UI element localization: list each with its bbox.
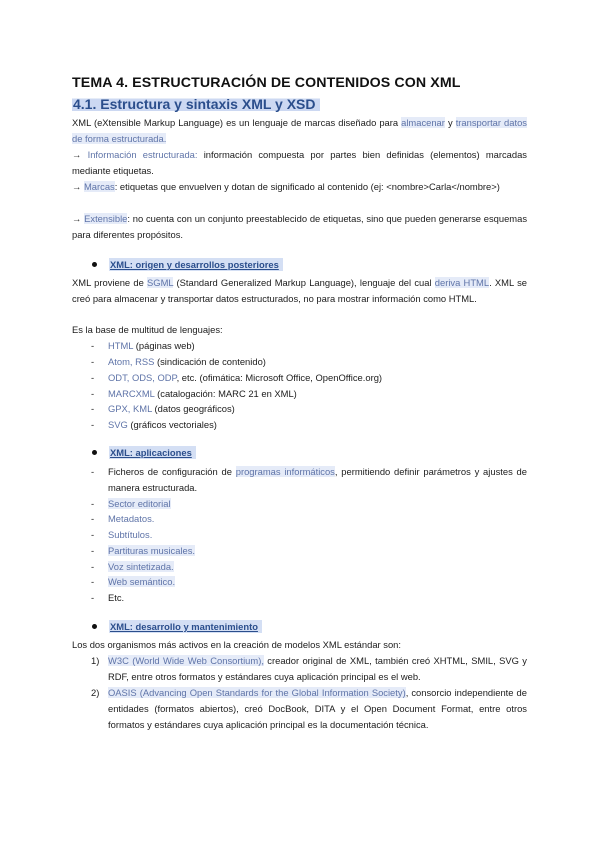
intro-text: : no cuenta con un conjunto preestablecido de etiquetas, sino que pueden generarse esquemas para diferentes propósitos. — [72, 213, 528, 240]
intro-marcas-paragraph — [72, 179, 527, 195]
numbered-item-text: creador original de XML, también creó XHTML, SMIL, SVG y RDF, entre otros formatos y estándares cuya aplicación principal es el web. — [108, 655, 527, 682]
list-item-highlight: MARCXML — [108, 388, 155, 399]
highlight-almacenar: almacenar — [401, 117, 445, 128]
list-item-highlight: Sector editorial — [108, 498, 171, 509]
organismos-intro: Los dos organismos más activos en la creación de modelos XML estándar son: — [72, 639, 401, 650]
list-item-text: (catalogación: MARC 21 en XML) — [154, 388, 297, 399]
intro-text: : etiquetas que envuelven y dotan de significado al contenido (ej: <nombre>Carla</nombre>) — [114, 181, 500, 192]
intro-info-paragraph — [72, 147, 527, 179]
list-item-text: (páginas web) — [133, 340, 195, 351]
item-number: 2) — [91, 687, 100, 698]
section-heading-label: XML: origen y desarrollos posteriores — [109, 258, 283, 271]
section-heading-label: XML: aplicaciones — [109, 446, 196, 459]
highlight-marcas: Marcas — [83, 181, 115, 192]
bullet-icon — [92, 450, 97, 455]
origen-paragraph — [72, 275, 527, 307]
highlight-sgml: SGML — [147, 277, 174, 288]
bullet-icon — [92, 262, 97, 267]
origen-text: (Standard Generalized Markup Language), lenguaje del cual — [173, 277, 435, 288]
list-item-highlight: Partituras musicales. — [108, 545, 196, 556]
list-item-highlight: Subtítulos. — [108, 529, 153, 540]
highlight-extensible: Extensible — [84, 213, 128, 224]
intro-text: y — [444, 117, 456, 128]
list-item-text: (datos geográficos) — [151, 403, 235, 414]
list-item-text: (sindicación de contenido) — [154, 356, 266, 367]
highlight-deriva-html: deriva HTML — [434, 277, 490, 288]
intro-xml-paragraph — [72, 115, 527, 147]
intro-extensible-paragraph — [72, 211, 527, 243]
section-origen-heading — [92, 259, 283, 270]
highlight-transportar: transportar datos de forma estructurada. — [72, 117, 527, 144]
list-item-text: (gráficos vectoriales) — [127, 419, 217, 430]
languages-intro: Es la base de multitud de lenguajes: — [72, 324, 223, 335]
list-item-text: Etc. — [108, 592, 125, 603]
list-item-highlight: Atom, RSS — [108, 356, 155, 367]
bullet-icon — [92, 624, 97, 629]
list-item-highlight: Voz sintetizada. — [108, 561, 174, 572]
origen-text: XML proviene de — [72, 277, 148, 288]
section-aplicaciones-heading — [92, 447, 196, 458]
list-item-highlight: ODT, ODS, ODP — [108, 372, 177, 383]
list-item-highlight: Web semántico. — [108, 576, 176, 587]
highlight-programas: programas informáticos — [235, 466, 335, 477]
numbered-item-text: , consorcio independiente de entidades (formatos abiertos), creó DocBook, DITA y el Open Document Format, entre otros formatos y estándares cuya aplicación principal es la documentación técnica. — [108, 687, 527, 730]
highlight-w3c: W3C (World Wide Web Consortium), — [108, 655, 264, 666]
section-heading-label: XML: desarrollo y mantenimiento — [109, 620, 262, 633]
list-item-text: , etc. (ofimática: Microsoft Office, OpenOffice.org) — [176, 372, 383, 383]
arrow-icon: → — [72, 181, 84, 192]
arrow-icon: → — [72, 213, 85, 224]
item-number: 1) — [91, 655, 100, 666]
intro-text: información compuesta por partes bien definidas (elementos) marcadas mediante etiquetas. — [72, 149, 527, 176]
subtitle-highlight: 4.1. Estructura y sintaxis XML y XSD — [72, 96, 320, 112]
arrow-icon: → — [72, 149, 88, 160]
highlight-oasis: OASIS (Advancing Open Standards for the Global Information Society) — [108, 687, 406, 698]
list-item-text: , permitiendo definir parámetros y ajustes de manera estructurada. — [108, 466, 527, 493]
origen-text: . XML se creó para almacenar y transportar datos estructurados, no para mostrar información como HTML. — [72, 277, 527, 304]
list-item-highlight: GPX, KML — [108, 403, 152, 414]
document-title: TEMA 4. ESTRUCTURACIÓN DE CONTENIDOS CON XML — [72, 75, 461, 91]
intro-text: XML (eXtensible Markup Language) es un lenguaje de marcas diseñado para — [72, 117, 402, 128]
list-item-text: Ficheros de configuración de — [108, 466, 236, 477]
highlight-info: Información estructurada: — [87, 149, 198, 160]
section-desarrollo-heading — [92, 621, 262, 632]
list-item-highlight: Metadatos. — [108, 513, 155, 524]
list-item-highlight: HTML — [108, 340, 134, 351]
section-subtitle — [72, 96, 320, 112]
list-item-highlight: SVG — [108, 419, 128, 430]
